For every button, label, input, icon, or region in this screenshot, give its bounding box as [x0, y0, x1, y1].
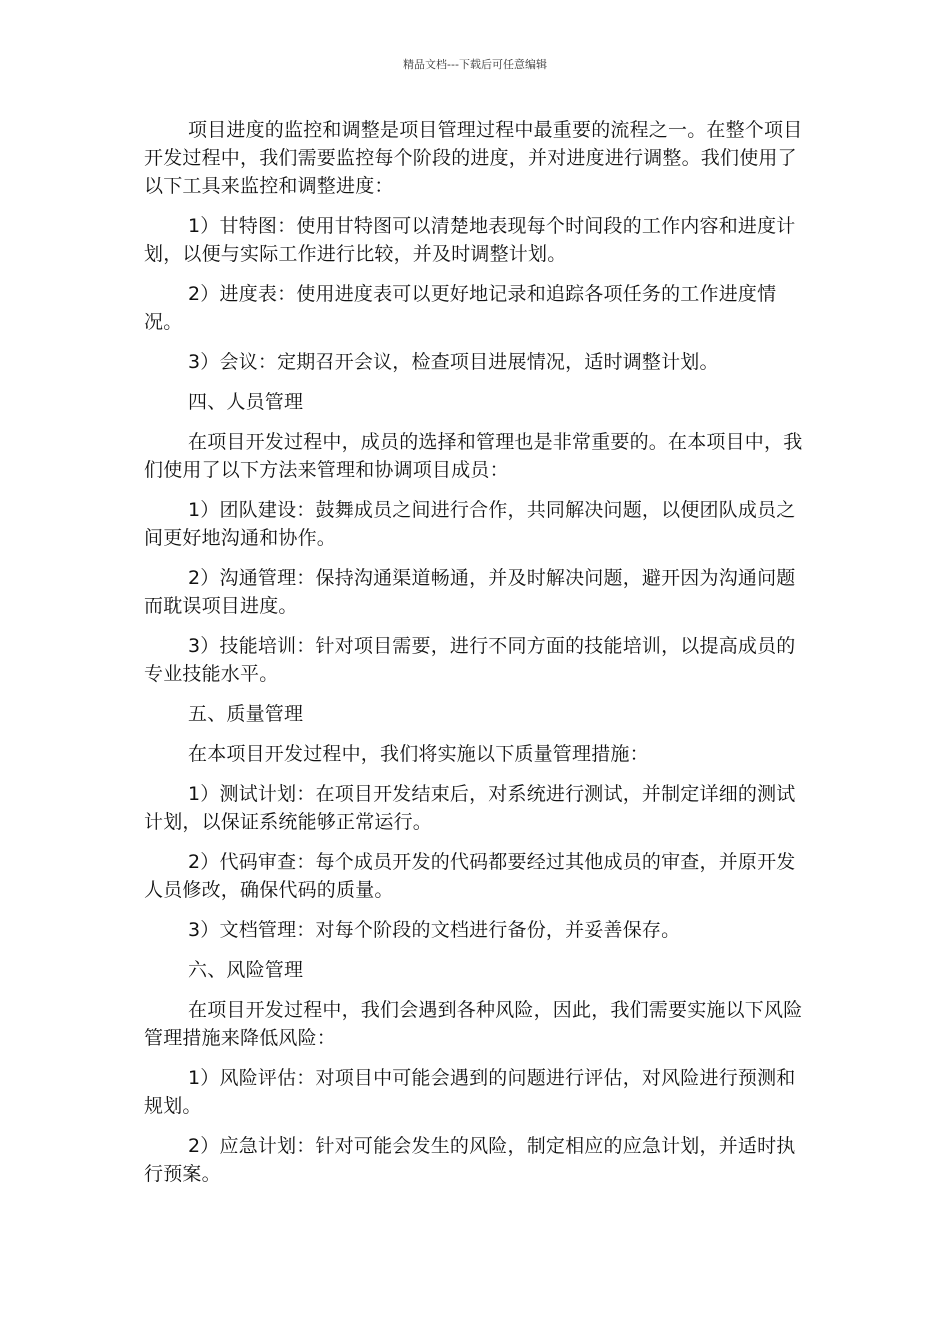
document-body: [144, 116, 806, 1200]
list-item-schedule-table: 2）进度表：使用进度表可以更好地记录和追踪各项任务的工作进度情况。: [144, 283, 777, 333]
list-item-communication: 2）沟通管理：保持沟通渠道畅通，并及时解决问题，避开因为沟通问题而耽误项目进度。: [144, 567, 796, 617]
paragraph-personnel-intro: 在项目开发过程中，成员的选择和管理也是非常重要的。在本项目中，我们使用了以下方法来管理和协调项目成员：: [144, 431, 803, 481]
list-item-gantt-chart: 1）甘特图：使用甘特图可以清楚地表现每个时间段的工作内容和进度计划，以便与实际工作进行比较，并及时调整计划。: [144, 215, 796, 265]
page-header: 精品文档---下载后可任意编辑: [403, 58, 547, 71]
list-item-team-building: 1）团队建设：鼓舞成员之间进行合作，共同解决问题，以便团队成员之间更好地沟通和协作。: [144, 499, 796, 549]
list-item-code-review: 2）代码审查：每个成员开发的代码都要经过其他成员的审查，并原开发人员修改，确保代码的质量。: [144, 851, 796, 901]
paragraph-risk-intro: 在项目开发过程中，我们会遇到各种风险，因此，我们需要实施以下风险管理措施来降低风险：: [144, 999, 803, 1049]
list-item-meetings: 3）会议：定期召开会议，检查项目进展情况，适时调整计划。: [188, 351, 719, 373]
paragraph-quality-intro: 在本项目开发过程中，我们将实施以下质量管理措施：: [188, 743, 649, 765]
list-item-risk-assessment: 1）风险评估：对项目中可能会遇到的问题进行评估，对风险进行预测和规划。: [144, 1067, 796, 1117]
list-item-skill-training: 3）技能培训：针对项目需要，进行不同方面的技能培训，以提高成员的专业技能水平。: [144, 635, 796, 685]
list-item-test-plan: 1）测试计划：在项目开发结束后，对系统进行测试，并制定详细的测试计划，以保证系统能够正常运行。: [144, 783, 796, 833]
list-item-doc-management: 3）文档管理：对每个阶段的文档进行备份，并妥善保存。: [188, 919, 681, 941]
paragraph-progress-intro: 项目进度的监控和调整是项目管理过程中最重要的流程之一。在整个项目开发过程中，我们需要监控每个阶段的进度，并对进度进行调整。我们使用了以下工具来监控和调整进度：: [144, 119, 803, 197]
section-heading-personnel: 四、人员管理: [188, 391, 304, 413]
section-heading-quality: 五、质量管理: [188, 703, 304, 725]
list-item-contingency-plan: 2）应急计划：针对可能会发生的风险，制定相应的应急计划，并适时执行预案。: [144, 1135, 796, 1185]
section-heading-risk: 六、风险管理: [188, 959, 304, 981]
